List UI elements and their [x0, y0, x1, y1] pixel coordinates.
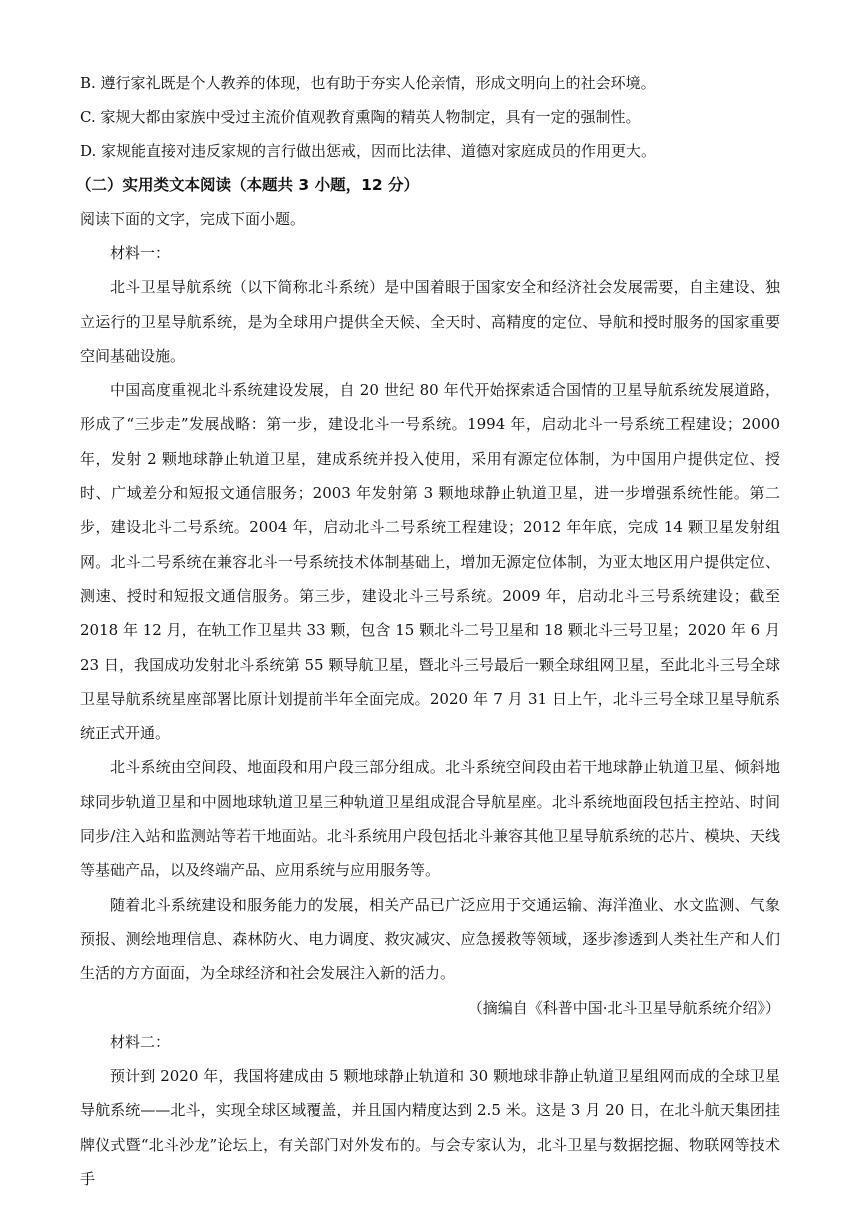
material-1-paragraph: 北斗卫星导航系统（以下简称北斗系统）是中国着眼于国家安全和经济社会发展需要，自主建设、独立运行的卫星导航系统，是为全球用户提供全天候、全天时、高精度的定位、导航和授时服务的国家重要空间基础设施。	[80, 278, 780, 365]
option-d: D. 家规能直接对违反家规的言行做出惩戒，因而比法律、道德对家庭成员的作用更大。	[80, 142, 657, 160]
section-instruction: 阅读下面的文字，完成下面小题。	[80, 210, 306, 228]
section-heading: （二）实用类文本阅读（本题共 3 小题，12 分）	[76, 176, 420, 194]
material-2-label: 材料二：	[110, 1032, 171, 1051]
option-c: C. 家规大都由家族中受过主流价值观教育熏陶的精英人物制定，具有一定的强制性。	[80, 108, 641, 126]
material-1-paragraph: 随着北斗系统建设和服务能力的发展，相关产品已广泛应用于交通运输、海洋渔业、水文监测、气象预报、测绘地理信息、森林防火、电力调度、救灾减灾、应急援救等领域，逐步渗透到人类社生产和人们生活的方方面面，为全球经济和社会发展注入新的活力。	[80, 895, 780, 983]
option-b: B. 遵行家礼既是个人教养的体现，也有助于夯实人伦亲情，形成文明向上的社会环境。	[80, 74, 656, 92]
material-1-paragraph: 中国高度重视北斗系统建设发展，自 20 世纪 80 年代开始探索适合国情的卫星导航系统发展道路，形成了“三步走”发展战略：第一步，建设北斗一号系统。1994 年，启动北斗一号系统工程建设；2000 年，发射 2 颗地球静止轨道卫星，建成系统并投入使用，采用有源定位体制，为中国用户提供定位、授时、广域差分和短报文通信服务；2003 年发射第 3 颗地球静止轨道卫星，进一步增强系统性能。第二步，建设北斗二号系统。2004 年，启动北斗二号系统工程建设；2012 年年底，完成 14 颗卫星发射组网。北斗二号系统在兼容北斗一号系统技术体制基础上，增加无源定位体制，为亚太地区用户提供定位、测速、授时和短报文通信服务。第三步，建设北斗三号系统。2009 年，启动北斗三号系统建设；截至 2018 年 12 月，在轨工作卫星共 33 颗，包含 15 颗北斗二号卫星和 18 颗北斗三号卫星；2020 年 6 月 23 日，我国成功发射北斗系统第 55 颗导航卫星，暨北斗三号最后一颗全球组网卫星，至此北斗三号全球卫星导航系统星座部署比原计划提前半年全面完成。2020 年 7 月 31 日上午，北斗三号全球卫星导航系统正式开通。	[80, 381, 780, 743]
material-2-paragraph: 预计到 2020 年，我国将建成由 5 颗地球静止轨道和 30 颗地球非静止轨道卫星组网而成的全球卫星导航系统——北斗，实现全球区域覆盖，并且国内精度达到 2.5 米。这是 3 月 20 日，在北斗航天集团挂牌仪式暨“北斗沙龙”论坛上，有关部门对外发布的。与会专家认为，北斗卫星与数据挖掘、物联网等技术手	[80, 1067, 780, 1189]
material-1-source: （摘编自《科普中国·北斗卫星导航系统介绍》）	[467, 998, 780, 1017]
material-1-paragraph: 北斗系统由空间段、地面段和用户段三部分组成。北斗系统空间段由若干地球静止轨道卫星、倾斜地球同步轨道卫星和中圆地球轨道卫星三种轨道卫星组成混合导航星座。北斗系统地面段包括主控站、时间同步/注入站和监测站等若干地面站。北斗系统用户段包括北斗兼容其他卫星导航系统的芯片、模块、天线等基础产品，以及终端产品、应用系统与应用服务等。	[80, 758, 780, 880]
document-page	[76, 66, 780, 1196]
material-1-label: 材料一：	[110, 244, 171, 262]
